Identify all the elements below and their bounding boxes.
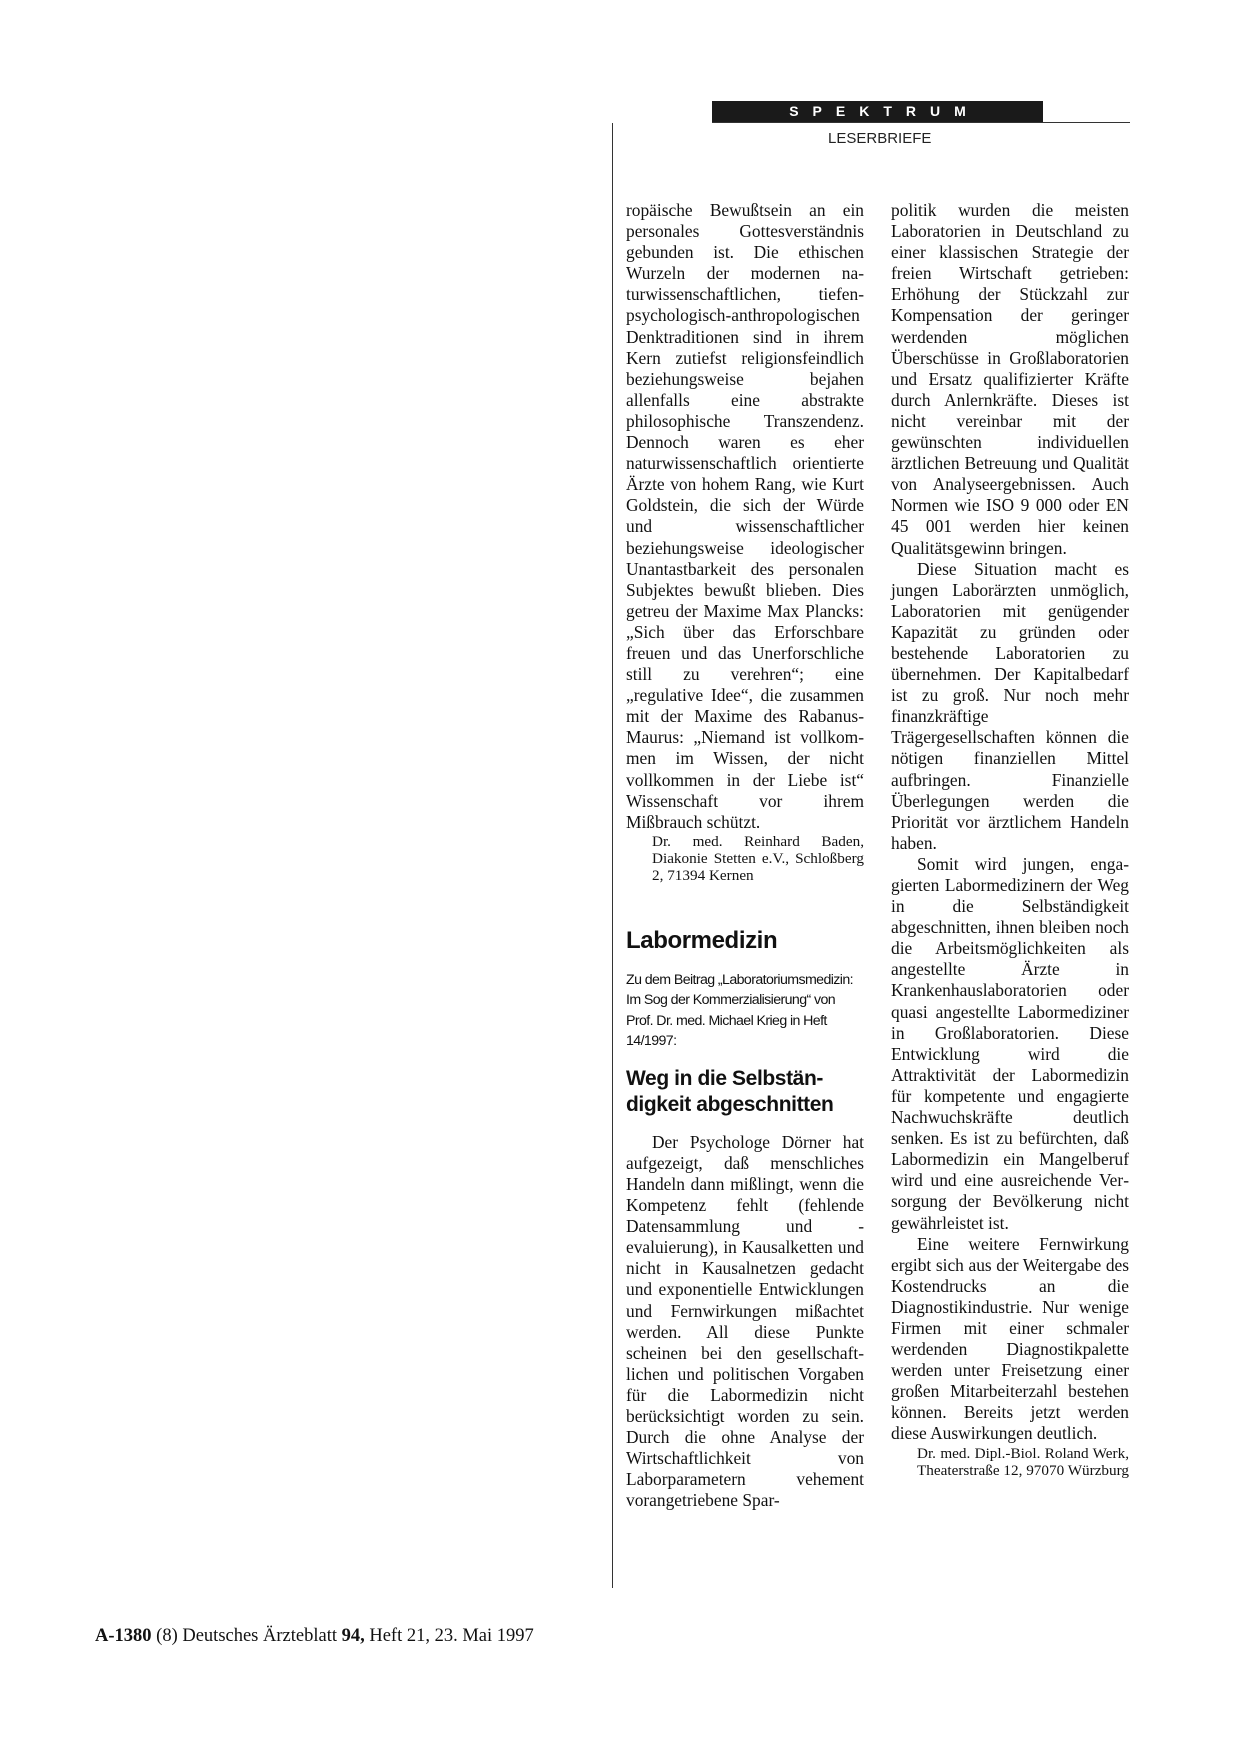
letter-signature: Dr. med. Dipl.-Biol. Roland Werk, Theaterstraße 12, 97070 Würzburg bbox=[917, 1444, 1129, 1479]
page-number: A-1380 bbox=[95, 1626, 152, 1646]
body-paragraph: Der Psychologe Dörner hat aufgezeigt, daß menschliches Handeln dann mißlingt, wenn die Kompetenz fehlt (fehlende Datensammlung und -evaluierung), in Kausalketten und nicht in Kausalnetzen gedacht und exponentielle Entwicklungen und Fernwirkungen mißachtet werden. All diese Punkte scheinen bei den gesellschaftlichen und politischen Vorgaben für die Labormedizin nicht berücksichtigt worden zu sein. Durch die ohne Analyse der Wirtschaftlichkeit von Laborparametern vehement vorangetriebene Spar- bbox=[626, 1131, 864, 1511]
left-column bbox=[626, 200, 864, 1512]
header-rule bbox=[712, 122, 1130, 123]
column-divider bbox=[612, 123, 613, 1588]
body-paragraph: Somit wird jungen, engagierten Labormedizinern der Weg in die Selbständigkeit abgeschnitten, ihnen bleiben noch die Arbeitsmöglichkeiten als angestellte Ärzte in Krankenhauslaboratorien oder quasi angestellte Labormediziner in Großlaboratorien. Diese Entwicklung wird die Attraktivität der Labormedizin für kompetente und engagierte Nachwuchskräfte deutlich senken. Es ist zu befürchten, daß Labormedizin ein Mangelberuf wird und eine ausreichende Versorgung der Bevölkerung nicht gewährleistet ist. bbox=[891, 853, 1129, 1233]
body-paragraph: politik wurden die meisten Laboratorien in Deutschland zu einer klassischen Strategie der freien Wirtschaft getrieben: Erhöhung der Stückzahl zur Kompensation der geringer werdenden möglichen Überschüsse in Großlaboratorien und Ersatz qualifizierter Kräfte durch Anlernkräfte. Dieses ist nicht vereinbar mit der gewünschten individuellen ärztlichen Betreuung und Qualität von Analyseergebnissen. Auch Normen wie ISO 9 000 oder EN 45 001 werden hier keinen Qualitätsgewinn bringen. bbox=[891, 200, 1129, 558]
article-reference: Zu dem Beitrag „Laboratoriumsmedizin: Im Sog der Kommerzialisierung“ von Prof. Dr. med. Michael Krieg in Heft 14/1997: bbox=[626, 971, 853, 1050]
issue-date: Heft 21, 23. Mai 1997 bbox=[369, 1626, 534, 1646]
page-footer bbox=[95, 1626, 534, 1647]
journal-name: (8) Deutsches Ärzteblatt bbox=[156, 1626, 337, 1646]
section-name: SPEKTRUM bbox=[789, 103, 980, 119]
right-column bbox=[891, 200, 1129, 1479]
letter-headline: Weg in die Selbständigkeit abgeschnitten bbox=[626, 1066, 834, 1116]
body-paragraph: Eine weitere Fernwirkung ergibt sich aus der Weitergabe des Kostendrucks an die Diagnostikindustrie. Nur wenige Firmen mit einer schmaler werdenden Diagnostikpalette werden unter Freisetzung einer großen Mitarbeiterzahl bestehen können. Bereits jetzt werden diese Auswirkungen deutlich. bbox=[891, 1233, 1129, 1444]
body-paragraph: Diese Situation macht es jungen Laborärzten unmöglich, Laboratorien mit genügender Kapazität zu gründen oder bestehende Laboratorien zu übernehmen. Der Kapitalbedarf ist zu groß. Nur noch mehr finanzkräftige Trägergesellschaften können die nötigen finanziellen Mittel aufbringen. Finanzielle Überlegungen werden die Priorität vor ärztlichem Handeln haben. bbox=[891, 558, 1129, 853]
section-title: Labormedizin bbox=[626, 926, 778, 954]
section-header-bar bbox=[712, 101, 1043, 122]
subsection-name: LESERBRIEFE bbox=[828, 130, 932, 147]
body-paragraph: ropäische Bewußtsein an ein personales Gottesverständnis gebunden ist. Die ethischen Wurzeln der modernen naturwissenschaftlichen, tiefenpsychologisch-anthropologischen Denktraditionen sind in ihrem Kern zutiefst religionsfeindlich beziehungsweise bejahen allenfalls eine abstrakte philosophische Transzendenz. Dennoch waren es eher naturwissenschaftlich orientierte Ärzte von hohem Rang, wie Kurt Goldstein, die sich der Würde und wissenschaftlicher beziehungsweise ideologischer Unantastbarkeit des personalen Subjektes bewußt blieben. Dies getreu der Maxime Max Plancks: „Sich über das Erforschbare freuen und das Unerforschliche still zu verehren“; eine „regulative Idee“, die zusammen mit der Maxime des Rabanus-Maurus: „Niemand ist vollkommen im Wissen, der nicht vollkommen in der Liebe ist“ Wissenschaft vor ihrem Mißbrauch schützt. bbox=[626, 200, 864, 832]
letter-signature: Dr. med. Reinhard Baden, Diakonie Stetten e.V., Schloßberg 2, 71394 Kernen bbox=[652, 832, 864, 884]
volume-number: 94, bbox=[341, 1626, 365, 1646]
